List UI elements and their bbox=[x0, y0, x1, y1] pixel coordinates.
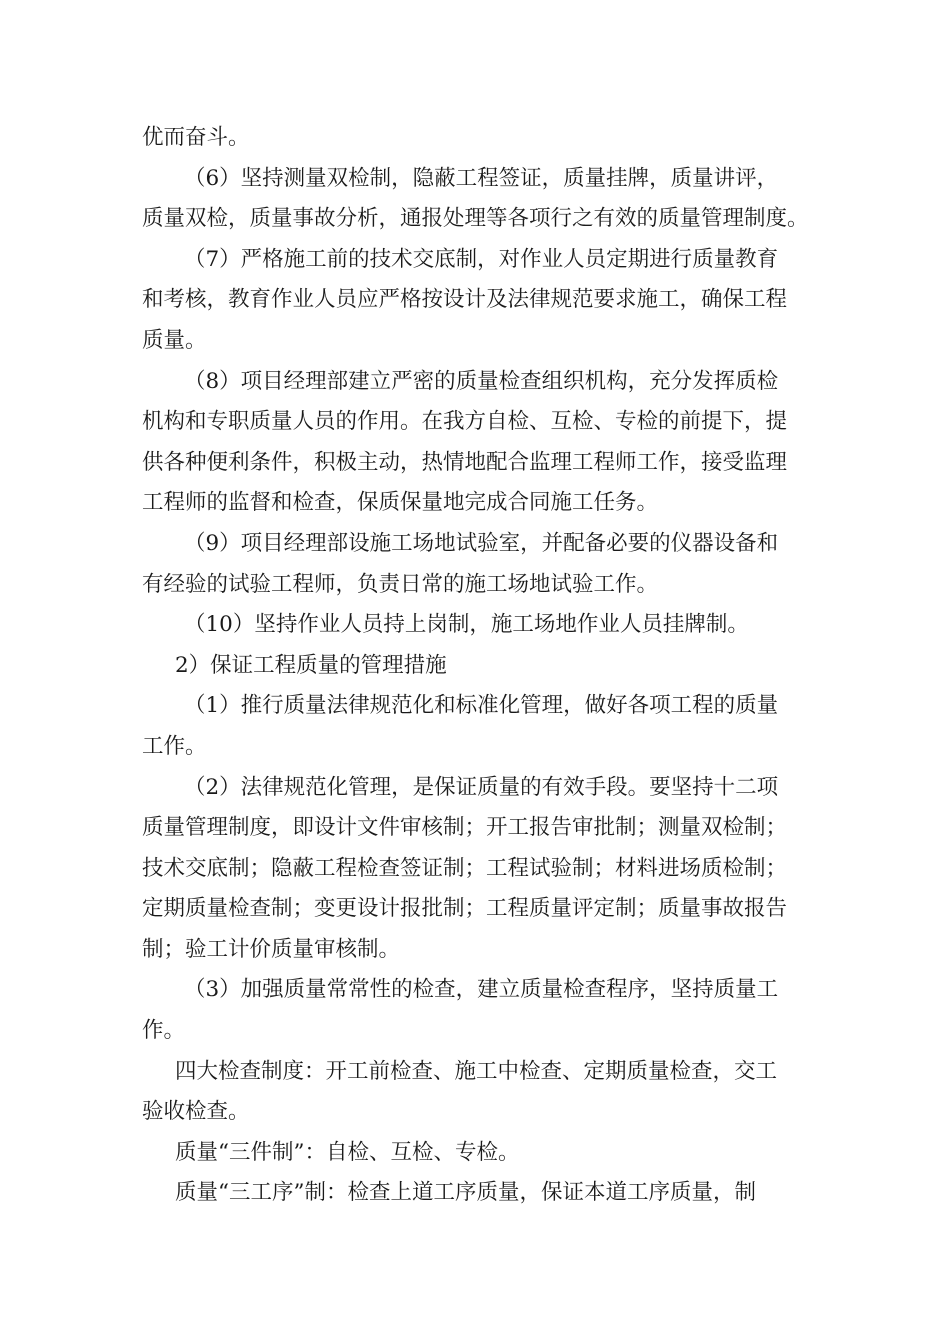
paragraph-9-line-2: 有经验的试验工程师，负责日常的施工场地试验工作。 bbox=[142, 571, 659, 597]
three-process-line: 质量“三工序”制：检查上道工序质量，保证本道工序质量，制 bbox=[175, 1180, 756, 1206]
paragraph-7-line-3: 质量。 bbox=[142, 327, 207, 353]
paragraph-8-line-2: 机构和专职质量人员的作用。在我方自检、互检、专检的前提下，提 bbox=[142, 409, 788, 435]
measure-1-line-1: （1）推行质量法律规范化和标准化管理，做好各项工程的质量 bbox=[184, 693, 779, 719]
paragraph-7-line-1: （7）严格施工前的技术交底制，对作业人员定期进行质量教育 bbox=[184, 246, 779, 272]
paragraph-9-line-1: （9）项目经理部设施工场地试验室，并配备必要的仪器设备和 bbox=[184, 530, 779, 556]
measure-2-line-2: 质量管理制度，即设计文件审核制；开工报告审批制；测量双检制； bbox=[142, 815, 788, 841]
paragraph-6-line-2: 质量双检，质量事故分析，通报处理等各项行之有效的质量管理制度。 bbox=[142, 206, 809, 232]
measure-1-line-2: 工作。 bbox=[142, 733, 207, 759]
measure-2-line-5: 制；验工计价质量审核制。 bbox=[142, 936, 401, 962]
paragraph-10-line-1: （10）坚持作业人员持上岗制，施工场地作业人员挂牌制。 bbox=[184, 612, 749, 638]
measure-2-line-3: 技术交底制；隐蔽工程检查签证制；工程试验制；材料进场质检制； bbox=[142, 855, 788, 881]
paragraph-8-line-1: （8）项目经理部建立严密的质量检查组织机构，充分发挥质检 bbox=[184, 368, 779, 394]
section-heading: 2）保证工程质量的管理措施 bbox=[175, 652, 447, 678]
four-checks-line-2: 验收检查。 bbox=[142, 1099, 250, 1125]
paragraph-8-line-3: 供各种便利条件，积极主动，热情地配合监理工程师工作，接受监理 bbox=[142, 449, 788, 475]
document-body bbox=[142, 118, 810, 1214]
four-checks-line-1: 四大检查制度：开工前检查、施工中检查、定期质量检查，交工 bbox=[175, 1058, 778, 1084]
paragraph-6-line-1: （6）坚持测量双检制，隐蔽工程签证，质量挂牌，质量讲评， bbox=[184, 165, 779, 191]
text-line: 优而奋斗。 bbox=[142, 125, 250, 150]
measure-2-line-4: 定期质量检查制；变更设计报批制；工程质量评定制；质量事故报告 bbox=[142, 896, 788, 922]
paragraph-8-line-4: 工程师的监督和检查，保质保量地完成合同施工任务。 bbox=[142, 490, 659, 516]
measure-3-line-1: （3）加强质量常常性的检查，建立质量检查程序，坚持质量工 bbox=[184, 977, 779, 1003]
measure-2-line-1: （2）法律规范化管理，是保证质量的有效手段。要坚持十二项 bbox=[184, 774, 779, 800]
paragraph-7-line-2: 和考核，教育作业人员应严格按设计及法律规范要求施工，确保工程 bbox=[142, 287, 788, 313]
three-checks-line: 质量“三件制”：自检、互检、专检。 bbox=[175, 1139, 520, 1165]
measure-3-line-2: 作。 bbox=[142, 1018, 186, 1044]
